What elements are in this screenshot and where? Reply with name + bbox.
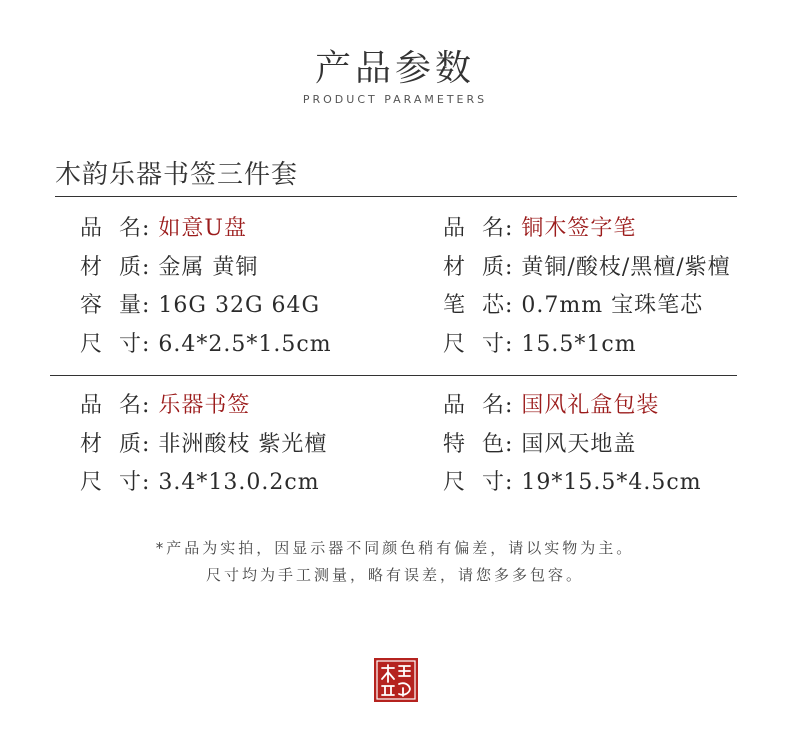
divider-top [55,196,737,197]
spec-row [443,249,731,288]
spec-label: 尺 寸: [443,470,514,496]
spec-label: 尺 寸: [80,470,151,496]
spec-label: 材 质: [443,254,514,280]
spec-value: 3.4*13.0.2cm [158,470,320,496]
product-bookmark [80,387,327,503]
spec-row [80,387,327,426]
spec-label: 材 质: [80,254,151,280]
spec-label: 特 色: [443,431,514,457]
spec-value: 乐器书签 [158,393,251,418]
spec-value: 国风天地盖 [521,431,637,457]
spec-row [443,387,702,426]
spec-row [80,326,332,365]
spec-row [80,287,332,326]
spec-row [80,210,332,249]
spec-value: 铜木签字笔 [521,216,637,241]
spec-row [80,464,327,503]
spec-row [80,249,332,288]
spec-row [443,426,702,465]
spec-label: 尺 寸: [80,331,151,357]
product-pen [443,210,731,364]
spec-value: 15.5*1cm [521,331,637,357]
spec-value: 非洲酸枝 紫光檀 [158,431,328,457]
spec-label: 品 名: [443,393,514,418]
spec-label: 材 质: [80,431,151,457]
spec-value: 黄铜/酸枝/黑檀/紫檀 [521,254,731,280]
spec-row [443,287,731,326]
product-usb [80,210,332,364]
page-subtitle: PRODUCT PARAMETERS [302,93,488,106]
product-giftbox [443,387,702,503]
spec-row [443,210,731,249]
spec-value: 如意U盘 [158,216,247,241]
spec-label: 尺 寸: [443,331,514,357]
spec-label: 笔 芯: [443,293,514,319]
spec-value: 国风礼盒包装 [521,393,660,418]
spec-value: 19*15.5*4.5cm [521,470,702,496]
spec-label: 品 名: [80,393,151,418]
spec-row [443,464,702,503]
spec-row [80,426,327,465]
brand-seal-icon [374,658,418,702]
page-title: 产品参数 [314,48,475,89]
spec-row [443,326,731,365]
spec-label: 品 名: [443,216,514,241]
spec-label: 品 名: [80,216,151,241]
disclaimer-line-1: *产品为实拍，因显示器不同颜色稍有偏差，请以实物为主。 [155,539,635,557]
spec-value: 金属 黄铜 [158,254,259,280]
divider-middle [50,375,737,376]
spec-value: 0.7mm 宝珠笔芯 [521,293,704,319]
spec-value: 6.4*2.5*1.5cm [158,331,332,357]
set-title: 木韵乐器书签三件套 [55,160,299,190]
disclaimer-line-2: 尺寸均为手工测量，略有误差，请您多多包容。 [205,566,584,584]
spec-value: 16G 32G 64G [158,293,321,319]
spec-label: 容 量: [80,293,151,319]
